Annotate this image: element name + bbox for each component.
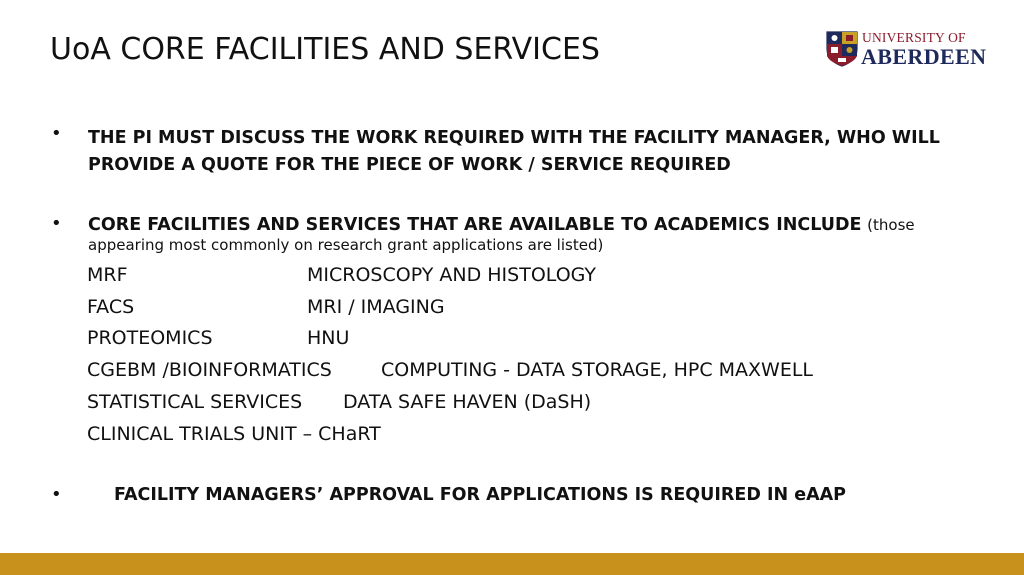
facility-left: CLINICAL TRIALS UNIT – CHaRT (87, 423, 381, 445)
facility-row (87, 391, 592, 413)
facility-row (87, 327, 350, 349)
facility-left: CGEBM /BIOINFORMATICS (87, 359, 332, 381)
facility-row (87, 423, 381, 445)
bullet-approval-required: FACILITY MANAGERS’ APPROVAL FOR APPLICATIONS IS REQUIRED IN eAAP (114, 485, 846, 505)
bullet-core-facilities-paren: (those (867, 216, 915, 234)
facility-left: PROTEOMICS (87, 327, 213, 349)
bullet-pi-discuss: THE PI MUST DISCUSS THE WORK REQUIRED WITH THE FACILITY MANAGER, WHO WILL PROVIDE A QUOTE FOR THE PIECE OF WORK / SERVICE REQUIRED (88, 128, 940, 175)
footer-bar (0, 553, 1024, 575)
facility-row (87, 264, 597, 286)
facility-right: MRI / IMAGING (307, 296, 445, 318)
facility-row (87, 359, 813, 381)
facility-left: MRF (87, 264, 128, 286)
slide-title: UoA CORE FACILITIES AND SERVICES (50, 32, 600, 67)
crest-icon (826, 31, 858, 67)
bullet-core-facilities (88, 214, 988, 255)
facility-left: STATISTICAL SERVICES (87, 391, 303, 413)
university-logo (826, 30, 987, 70)
bullet-dot: • (51, 484, 62, 505)
facility-right: MICROSCOPY AND HISTOLOGY (307, 264, 597, 286)
facility-right: COMPUTING - DATA STORAGE, HPC MAXWELL (381, 359, 813, 381)
facility-right: DATA SAFE HAVEN (DaSH) (343, 391, 592, 413)
bullet-core-facilities-main: CORE FACILITIES AND SERVICES THAT ARE AVAILABLE TO ACADEMICS INCLUDE (88, 215, 862, 235)
bullet-dot: • (51, 123, 62, 144)
facility-row (87, 296, 445, 318)
bullet-core-facilities-note: appearing most commonly on research grant applications are listed) (88, 236, 604, 254)
facility-right: HNU (307, 327, 350, 349)
logo-line2: ABERDEEN (861, 44, 987, 69)
bullet-dot: • (51, 213, 62, 234)
facility-left: FACS (87, 296, 135, 318)
logo-line1: UNIVERSITY OF (862, 30, 966, 45)
